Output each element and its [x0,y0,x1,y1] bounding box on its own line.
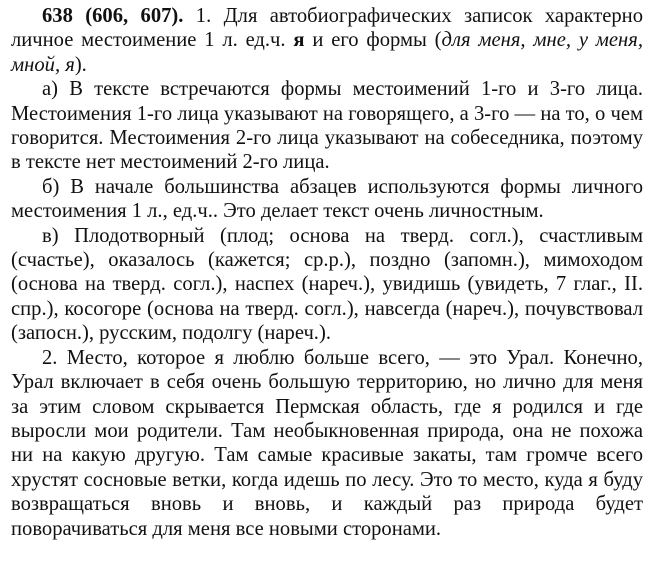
intro-text: 1. Для автобиографических записок характерно личное местоимение 1 л. ед.ч. [11,5,644,52]
paragraph-intro [11,4,643,77]
intro-italic-forms: для меня, мне, у меня, мной, я [11,29,643,76]
paragraph-b: б) В начале большинства абзацев используются формы личного местоимения 1 л., ед.ч.. Это делает текст очень личностным. [11,175,643,223]
intro-text-mid: и его формы ( [304,29,442,52]
paragraph-a: а) В тексте встречаются формы местоимений 1-го и 3-го лица. Местоимения 1-го лица указывают на говорящего, а 3-го — на то, о чем говорится. Местоимения 2-го лица указывают на собеседника, поэтому в тексте нет местоимений 2-го лица. [11,78,643,174]
exercise-number: 638 (606, 607). [42,5,184,27]
paragraph-2: 2. Место, которое я люблю больше всего, — это Урал. Конечно, Урал включает в себя очень большую территорию, но лично для меня за этим словом скрывается Пермская область, где я родился и где выросли мои родители. Там необыкновенная природа, она не похожа ни на какую другую. Там самые красивые закаты, там громче всего хрустят сосновые ветки, когда идешь по лесу. Это то место, куда я буду возвращаться вновь и вновь, и каждый раз природа будет поворачиваться для меня все новыми сторонами. [11,346,643,540]
intro-text-end: ). [74,53,87,76]
intro-bold-pronoun: я [293,29,305,52]
paragraph-v: в) Плодотворный (плод; основа на тверд. согл.), счастливым (счастье), оказалось (кажется; ср.р.), поздно (запомн.), мимоходом (основа на тверд. согл.), наспех (нареч.), увидишь (увидеть, 7 глаг., II. спр.), косогоре (основа на тверд. согл.), навсегда (нареч.), почувствовал (запосн.), русским, подолгу (нареч.). [11,224,643,345]
